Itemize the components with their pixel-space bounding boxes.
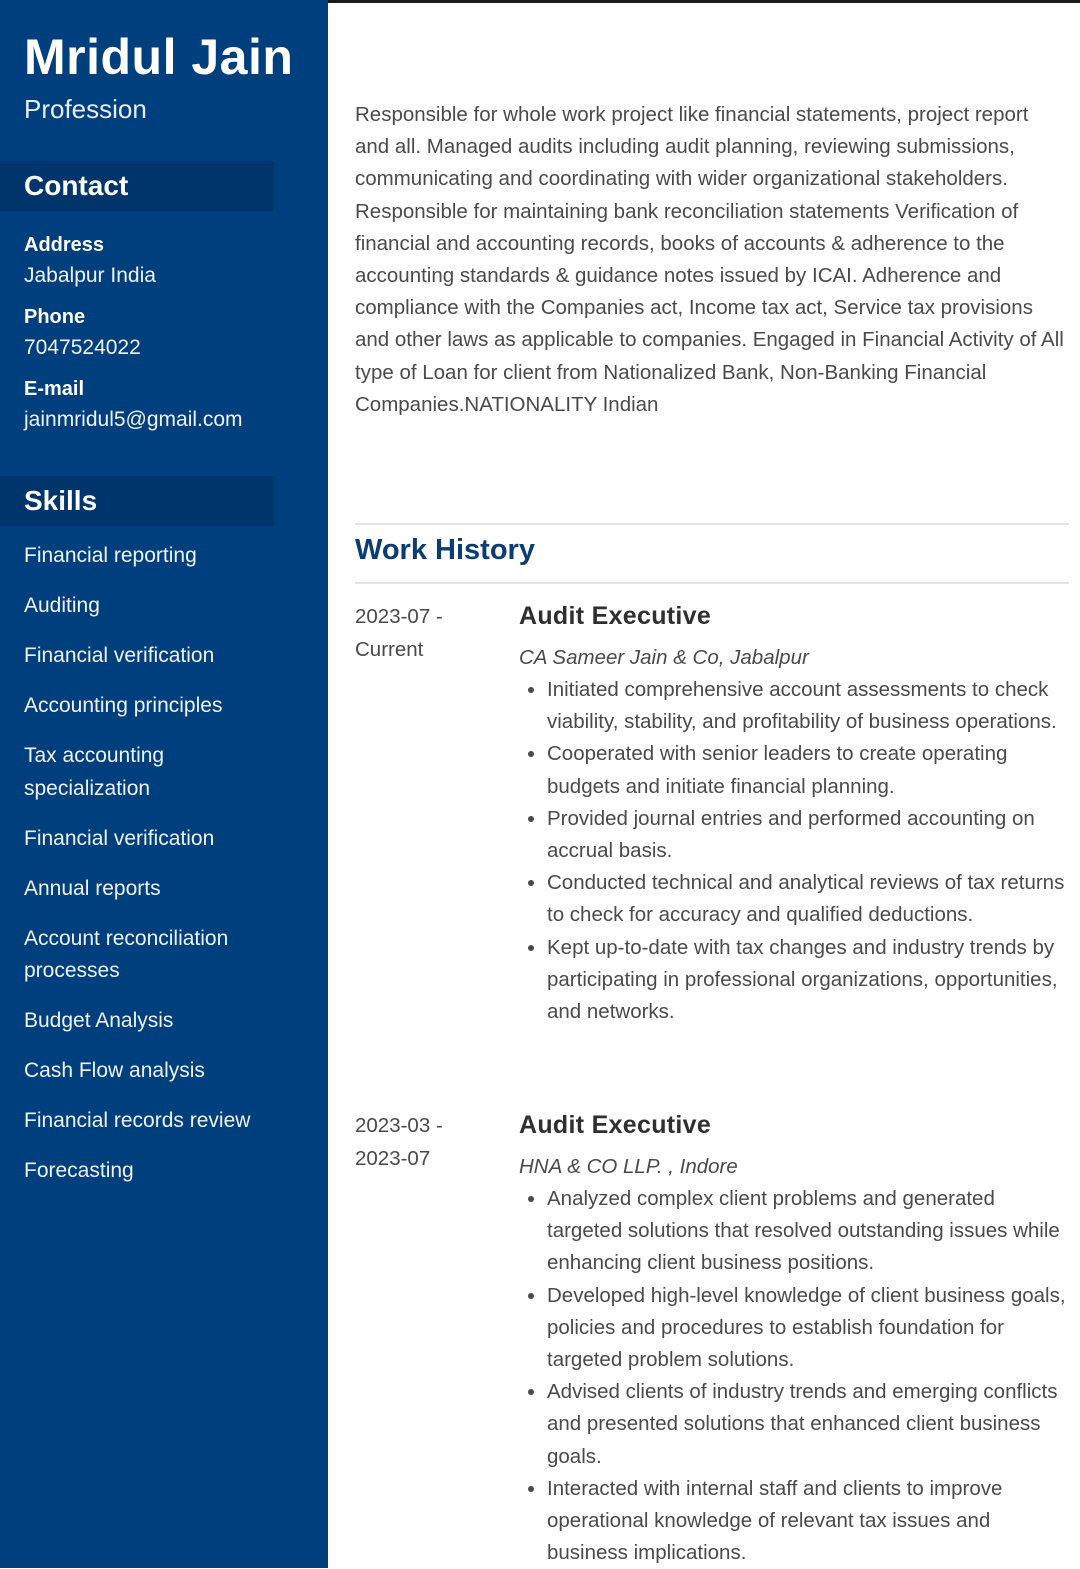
job-bullet: • Initiated comprehensive account assessments to check viability, stability, and profitability of business operations. bbox=[547, 674, 1070, 738]
job-dates bbox=[355, 600, 495, 666]
job-bullet: • Kept up-to-date with tax changes and industry trends by participating in professional organizations, opportunities, and networks. bbox=[547, 932, 1070, 1029]
phone-label: Phone bbox=[24, 306, 86, 328]
job-bullet: • Developed high-level knowledge of client business goals, policies and procedures to establish foundation for targeted problem solutions. bbox=[547, 1280, 1070, 1377]
job-company: HNA & CO LLP. , Indore bbox=[519, 1155, 738, 1178]
skill-item: Financial records review bbox=[24, 1109, 251, 1132]
job-title: Audit Executive bbox=[519, 602, 712, 630]
email-value: jainmridul5@gmail.com bbox=[24, 408, 243, 431]
skills-heading: Skills bbox=[0, 476, 274, 526]
job-start-date: 2023-03 - bbox=[355, 1114, 443, 1137]
job-bullet: • Cooperated with senior leaders to create operating budgets and initiate financial planning. bbox=[547, 738, 1070, 802]
section-divider-bottom bbox=[355, 582, 1069, 584]
work-history-heading: Work History bbox=[355, 534, 535, 566]
section-divider-top bbox=[355, 523, 1069, 525]
skill-item: Budget Analysis bbox=[24, 1009, 174, 1032]
job-bullet: • Provided journal entries and performed accounting on accrual basis. bbox=[547, 803, 1070, 867]
job-dates bbox=[355, 1109, 495, 1175]
phone-value: 7047524022 bbox=[24, 336, 141, 359]
job-bullet: • Interacted with internal staff and clients to improve operational knowledge of relevant tax issues and business implications. bbox=[547, 1473, 1070, 1569]
skill-item: Forecasting bbox=[24, 1159, 134, 1182]
skill-item: Financial reporting bbox=[24, 544, 197, 567]
address-value: Jabalpur India bbox=[24, 264, 156, 287]
address-label: Address bbox=[24, 234, 105, 256]
skill-item: Financial verification bbox=[24, 644, 215, 667]
job-bullets bbox=[519, 1183, 1070, 1569]
contact-details bbox=[24, 230, 314, 446]
job-end-date: 2023-07 bbox=[355, 1147, 431, 1170]
skill-item: Financial verification bbox=[24, 826, 215, 850]
job-details bbox=[519, 1109, 1070, 1569]
skill-item: Annual reports bbox=[24, 876, 161, 900]
candidate-name: Mridul Jain bbox=[24, 29, 294, 85]
skill-item: Account reconciliation processes bbox=[24, 926, 229, 982]
professional-summary: Responsible for whole work project like financial statements, project report and all. Managed audits including audit planning, reviewing submissions, communicating and coordinating with wider organizational stakeholders. Responsible for maintaining bank reconciliation statements Verification of financial and accounting records, books of accounts & adherence to the accounting standards & guidance notes issued by ICAI. Adherence and compliance with the Companies act, Income tax act, Service tax provisions and other laws as applicable to companies. Engaged in Financial Activity of All type of Loan for client from Nationalized Bank, Non-Banking Financial Companies.NATIONALITY Indian bbox=[355, 103, 1064, 416]
job-end-date: Current bbox=[355, 638, 424, 661]
skills-list bbox=[24, 540, 314, 1205]
skill-item: Accounting principles bbox=[24, 694, 223, 717]
sidebar bbox=[0, 0, 328, 1568]
skill-item: Cash Flow analysis bbox=[24, 1059, 205, 1082]
job-bullets bbox=[519, 674, 1070, 1028]
job-details bbox=[519, 600, 1070, 1028]
job-bullet: • Conducted technical and analytical reviews of tax returns to check for accuracy and qualified deductions. bbox=[547, 867, 1070, 931]
profession-subtitle: Profession bbox=[24, 94, 147, 124]
job-company: CA Sameer Jain & Co, Jabalpur bbox=[519, 646, 809, 669]
job-title: Audit Executive bbox=[519, 1111, 712, 1139]
email-label: E-mail bbox=[24, 378, 85, 400]
skill-item: Tax accounting specialization bbox=[24, 744, 165, 800]
job-start-date: 2023-07 - bbox=[355, 605, 443, 628]
contact-heading: Contact bbox=[0, 161, 274, 211]
skill-item: Auditing bbox=[24, 594, 100, 617]
job-bullet: • Advised clients of industry trends and emerging conflicts and presented solutions that enhanced client business goals. bbox=[547, 1376, 1070, 1473]
job-bullet: • Analyzed complex client problems and generated targeted solutions that resolved outstanding issues while enhancing client business positions. bbox=[547, 1183, 1070, 1280]
